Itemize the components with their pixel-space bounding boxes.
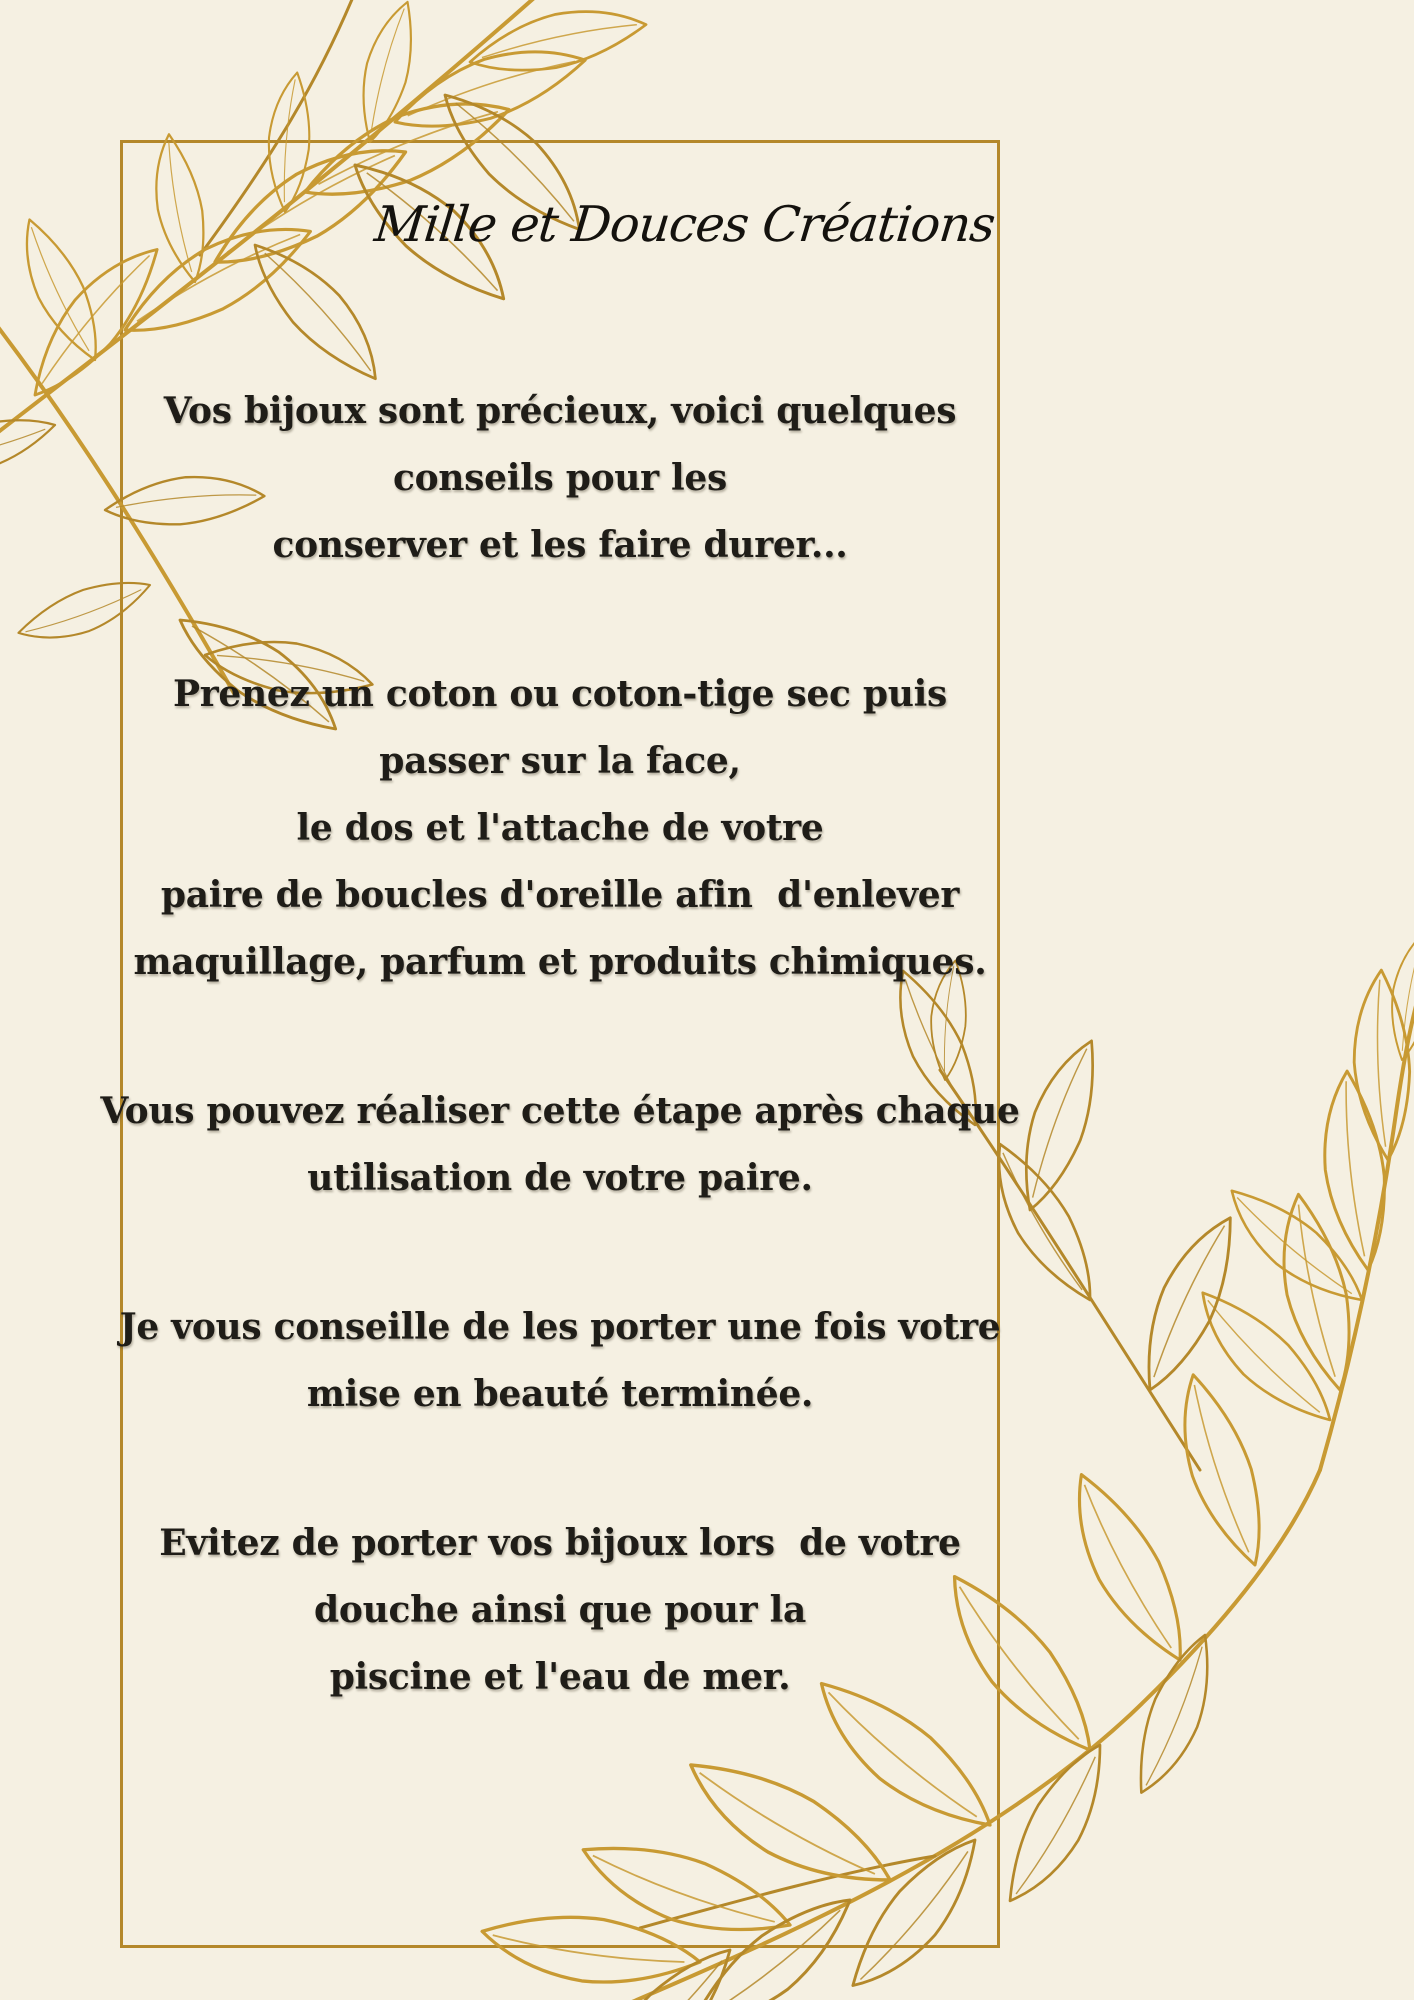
text-line: Vous pouvez réaliser cette étape après chaque	[100, 1090, 1020, 1132]
text-line: Vos bijoux sont précieux, voici quelques	[163, 390, 957, 432]
text-line: maquillage, parfum et produits chimiques.	[133, 941, 987, 983]
care-instructions	[98, 378, 1022, 1793]
text-line: Je vous conseille de les porter une fois votre	[119, 1306, 1001, 1348]
text-line: utilisation de votre paire.	[307, 1157, 813, 1199]
paragraph-water-warning	[98, 1510, 1022, 1711]
text-line: passer sur la face,	[379, 740, 741, 782]
text-line: paire de boucles d'oreille afin d'enlever	[160, 874, 960, 916]
text-line: mise en beauté terminée.	[306, 1373, 814, 1415]
text-line: douche ainsi que pour la	[314, 1589, 806, 1631]
paragraph-intro	[98, 378, 1022, 579]
text-line: piscine et l'eau de mer.	[329, 1656, 791, 1698]
text-line: le dos et l'attache de votre	[296, 807, 824, 849]
text-line: conseils pour les	[392, 457, 728, 499]
paragraph-wearing	[98, 1294, 1022, 1428]
text-line: Prenez un coton ou coton-tige sec puis	[173, 673, 947, 715]
brand-title: Mille et Douces Créations	[371, 196, 997, 253]
text-line: Evitez de porter vos bijoux lors de votre	[159, 1522, 961, 1564]
paragraph-frequency	[98, 1078, 1022, 1212]
text-line: conserver et les faire durer...	[272, 524, 848, 566]
paragraph-cleaning	[98, 661, 1022, 996]
